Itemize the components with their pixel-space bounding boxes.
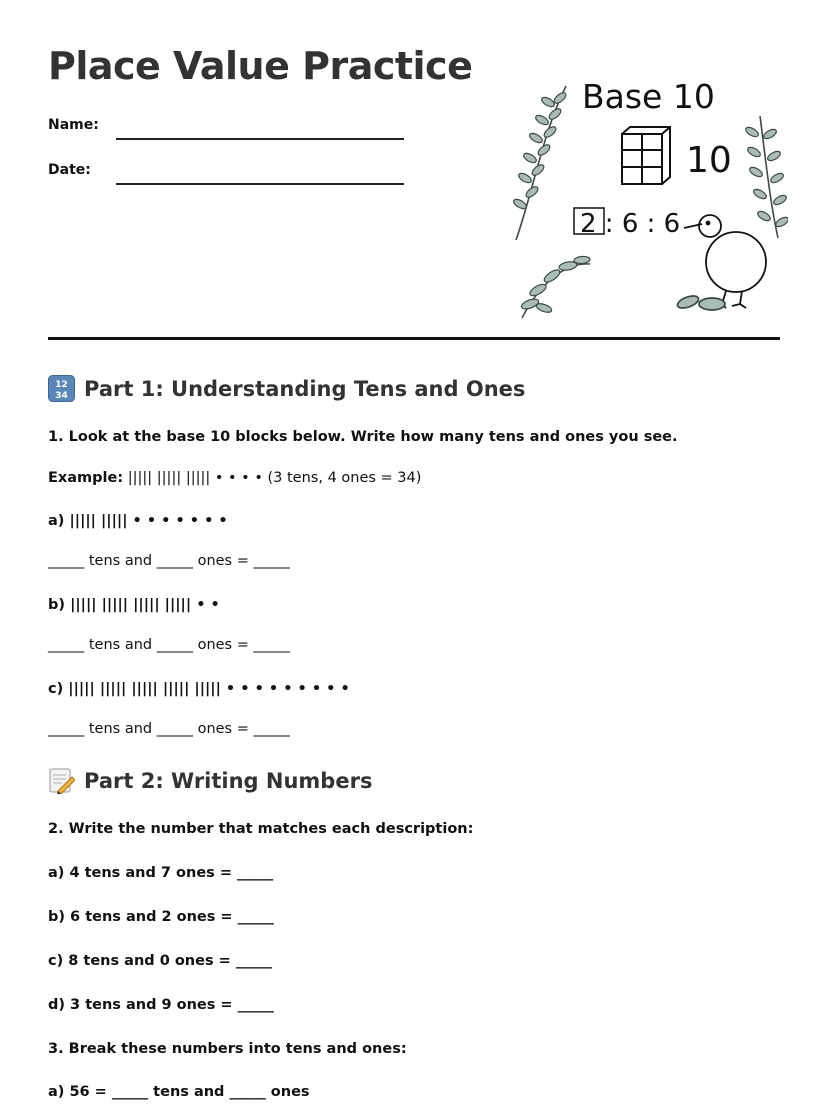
item-b-blocks — [48, 597, 220, 613]
numbers-keypad-icon — [48, 375, 75, 402]
item-label: b) — [48, 597, 66, 613]
date-field[interactable] — [116, 183, 404, 185]
name-field[interactable] — [116, 138, 404, 140]
header-divider — [48, 337, 780, 340]
q2-item-c[interactable]: c) 8 tens and 0 ones = _____ — [48, 953, 273, 969]
q2-item-a[interactable]: a) 4 tens and 7 ones = _____ — [48, 865, 274, 881]
bottom-fern-icon — [520, 256, 590, 318]
example-text: ||||| ||||| ||||| • • • • (3 tens, 4 ones = 34) — [123, 470, 422, 486]
ten-block-icon — [622, 127, 670, 184]
item-label: c) — [48, 681, 64, 697]
question-1: 1. Look at the base 10 blocks below. Write how many tens and ones you see. — [48, 429, 678, 445]
name-label: Name: — [48, 117, 99, 133]
q2-item-b[interactable]: b) 6 tens and 2 ones = _____ — [48, 909, 274, 925]
q3-item-a[interactable]: a) 56 = _____ tens and _____ ones — [48, 1084, 310, 1100]
item-c-answer[interactable]: _____ tens and _____ ones = _____ — [48, 721, 290, 737]
blocks: ||||| ||||| ||||| ||||| • • — [70, 597, 220, 613]
question-3: 3. Break these numbers into tens and ones: — [48, 1041, 407, 1057]
left-fern-icon — [512, 86, 567, 240]
part1-title: Part 1: Understanding Tens and Ones — [84, 376, 526, 401]
header-art-caption: Base 10 — [582, 77, 715, 116]
part2-title: Part 2: Writing Numbers — [84, 768, 373, 793]
svg-text:34: 34 — [55, 391, 68, 401]
question-2: 2. Write the number that matches each description: — [48, 821, 474, 837]
kiwi-bird-icon — [676, 215, 766, 310]
item-b-answer[interactable]: _____ tens and _____ ones = _____ — [48, 637, 290, 653]
memo-pencil-icon — [48, 767, 75, 794]
example-line — [48, 470, 421, 486]
part2-heading — [48, 767, 372, 794]
header-art-number: 10 — [686, 140, 732, 181]
svg-text:12: 12 — [55, 380, 68, 390]
item-label: a) — [48, 513, 65, 529]
item-a-answer[interactable]: _____ tens and _____ ones = _____ — [48, 553, 290, 569]
right-fern-icon — [744, 116, 788, 238]
base-ten-kiwi-illustration — [508, 72, 788, 324]
q2-item-d[interactable]: d) 3 tens and 9 ones = _____ — [48, 997, 274, 1013]
date-label: Date: — [48, 162, 91, 178]
blocks: ||||| ||||| • • • • • • • — [69, 513, 228, 529]
item-c-blocks — [48, 681, 350, 697]
item-a-blocks — [48, 513, 228, 529]
blocks: ||||| ||||| ||||| ||||| ||||| • • • • • • • • • — [68, 681, 350, 697]
worksheet-title: Place Value Practice — [48, 44, 473, 88]
header-art-digits: 2 : 6 : 6 — [580, 209, 681, 239]
part1-heading — [48, 375, 525, 402]
example-label: Example: — [48, 470, 124, 486]
